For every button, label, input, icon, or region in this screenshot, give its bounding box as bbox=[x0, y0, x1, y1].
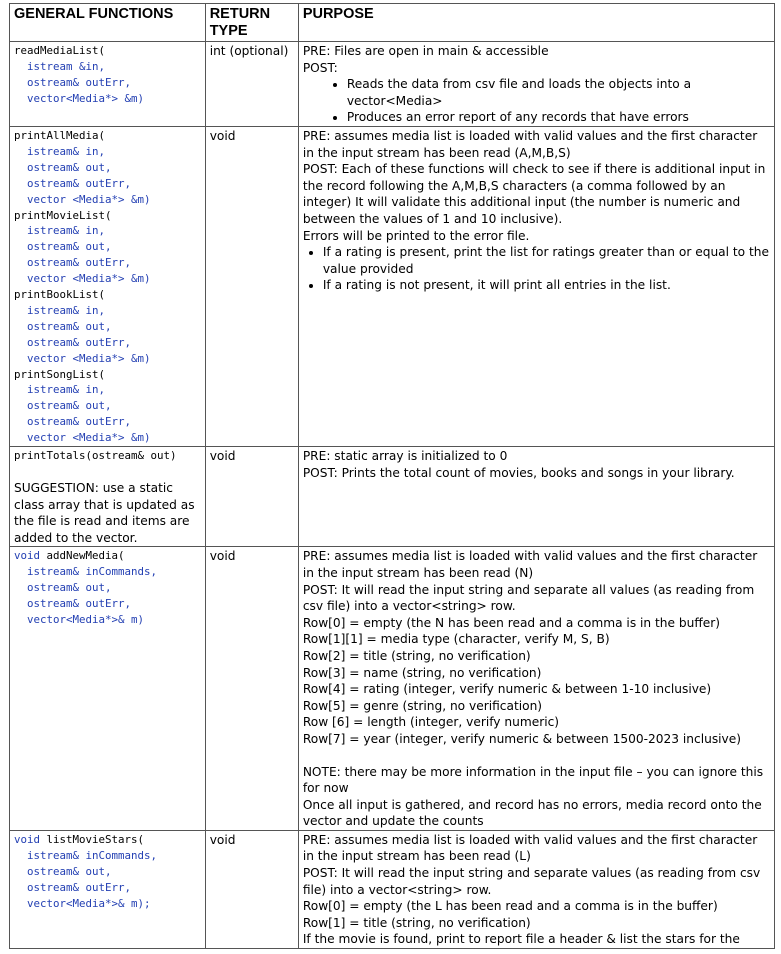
code-block: readMediaList( istream &in, ostream& outErr, vector<Media*> &m) bbox=[14, 44, 145, 105]
row-spec: Row[4] = rating (integer, verify numeric & between 1-10 inclusive) bbox=[302, 682, 712, 697]
return-type-cell: void bbox=[205, 547, 298, 831]
row-spec: Row[2] = title (string, no verification) bbox=[302, 648, 531, 663]
code-block: void addNewMedia( istream& inCommands, ostream& out, ostream& outErr, vector<Media*>& m) bbox=[14, 549, 158, 626]
purpose-line: If the movie is found, print to report file a header & list the stars for the bbox=[302, 932, 740, 947]
fn-name: listMovieStars( bbox=[46, 832, 145, 846]
pre-text: PRE: Files are open in main & accessible bbox=[302, 44, 549, 58]
function-signature-cell bbox=[10, 830, 206, 948]
row-spec: Row[0] = empty (the N has been read and a comma is in the buffer) bbox=[302, 615, 721, 630]
purpose-cell bbox=[298, 126, 774, 446]
row-spec: Row[3] = name (string, no verification) bbox=[302, 665, 542, 680]
pre-text: PRE: assumes media list is loaded with valid values and the first character in the input stream has been read (A,M,B,S) bbox=[302, 128, 758, 160]
table-row bbox=[10, 126, 775, 446]
pre-text: PRE: assumes media list is loaded with valid values and the first character in the input stream has been read (L) bbox=[302, 832, 758, 864]
header-return-type: RETURN TYPE bbox=[205, 4, 298, 42]
return-type-cell: void bbox=[205, 447, 298, 547]
post-text: POST: bbox=[302, 60, 338, 75]
row-spec: Row[5] = genre (string, no verification) bbox=[302, 698, 543, 713]
purpose-cell bbox=[298, 42, 774, 127]
table-row bbox=[10, 447, 775, 547]
function-signature-cell bbox=[10, 42, 206, 127]
code-block: printAllMedia( istream& in, ostream& out, ostream& outErr, vector <Media*> &m) printMovieList( istream& in, ostream& out, ostream& outErr, vector <Media*> &m) printBookList( istream& in, ostream& out, ostream& outErr, vector <Media*> &m) printSongList( istream& in, ostream& out, ostream& outErr, vector <Media*> &m) bbox=[14, 128, 151, 445]
purpose-cell bbox=[298, 447, 774, 547]
purpose-line: Once all input is gathered, and record has no errors, media record onto the vector and update the counts bbox=[302, 797, 762, 829]
code-block: printTotals(ostream& out) bbox=[14, 449, 177, 463]
table-row bbox=[10, 547, 775, 831]
header-general-functions: GENERAL FUNCTIONS bbox=[10, 4, 206, 42]
function-signature-cell bbox=[10, 547, 206, 831]
row-spec: Row[1] = title (string, no verification) bbox=[302, 915, 531, 930]
list-item: • Reads the data from csv file and loads the objects into a vector<Media> bbox=[347, 76, 770, 109]
functions-table bbox=[9, 3, 775, 949]
post-text: POST: It will read the input string and separate all values (as reading from csv file) into a vector<string> row. bbox=[302, 582, 755, 614]
note-text: NOTE: there may be more information in the input file – you can ignore this for now bbox=[302, 764, 764, 796]
function-signature-cell bbox=[10, 447, 206, 547]
purpose-cell bbox=[298, 547, 774, 831]
return-type-cell: int (optional) bbox=[205, 42, 298, 127]
row-spec: Row[7] = year (integer, verify numeric & between 1500-2023 inclusive) bbox=[302, 731, 742, 746]
row-spec: Row[0] = empty (the L has been read and a comma is in the buffer) bbox=[302, 899, 718, 914]
code-block: void listMovieStars( istream& inCommands, ostream& out, ostream& outErr, vector<Media*>& m); bbox=[14, 832, 158, 910]
return-type-cell: void bbox=[205, 830, 298, 948]
post-text: POST: Prints the total count of movies, books and songs in your library. bbox=[302, 465, 735, 480]
header-row bbox=[10, 4, 775, 42]
list-item: • If a rating is not present, it will print all entries in the list. bbox=[323, 277, 770, 294]
function-signature-cell bbox=[10, 126, 206, 446]
list-item: • Produces an error report of any records that have errors bbox=[347, 109, 770, 126]
purpose-line: Errors will be printed to the error file. bbox=[302, 228, 530, 243]
header-purpose: PURPOSE bbox=[298, 4, 774, 42]
post-text: POST: It will read the input string and separate values (as reading from csv file) into a vector<string> row. bbox=[302, 866, 761, 897]
row-spec: Row [6] = length (integer, verify numeric) bbox=[302, 715, 560, 730]
fn-name: addNewMedia( bbox=[46, 549, 125, 563]
purpose-cell bbox=[298, 830, 774, 948]
suggestion-text: SUGGESTION: use a static class array that is updated as the file is read and items are added to the vector. bbox=[14, 481, 195, 545]
return-type-cell: void bbox=[205, 126, 298, 446]
table-row bbox=[10, 42, 775, 127]
post-text: POST: Each of these functions will check to see if there is additional input in the record following the A,M,B,S characters (a comma followed by an integer) It will validate this additional input (the number is numeric and between the values of 1 and 10 inclusive). bbox=[302, 162, 766, 226]
pre-text: PRE: assumes media list is loaded with valid values and the first character in the input stream has been read (N) bbox=[302, 549, 758, 580]
list-item: • If a rating is present, print the list for ratings greater than or equal to the value provided bbox=[323, 244, 770, 277]
row-spec: Row[1][1] = media type (character, verify M, S, B) bbox=[302, 632, 610, 647]
table-row bbox=[10, 830, 775, 948]
pre-text: PRE: static array is initialized to 0 bbox=[302, 449, 508, 464]
